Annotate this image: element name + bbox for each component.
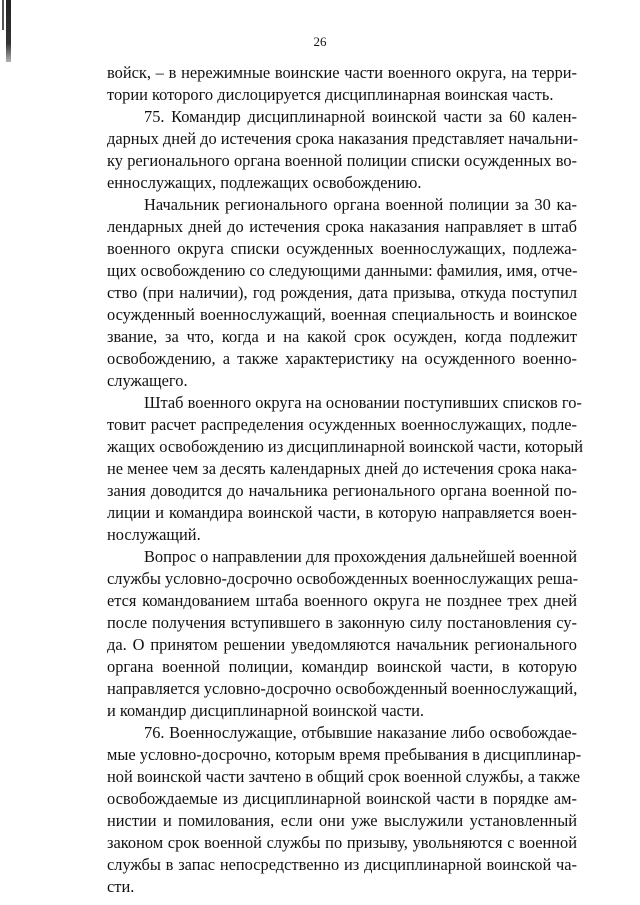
text-line: лендарных дней до истечения срока наказания направляет в штаб	[107, 217, 577, 236]
text-line: 75. Командир дисциплинарной воинской части за 60 кален-	[144, 107, 577, 126]
text-line: 76. Военнослужащие, отбывшие наказание либо освобождае-	[144, 723, 577, 742]
text-line: тории которого дислоцируется дисциплинарная воинская часть.	[107, 85, 554, 104]
text-line: Штаб военного округа на основании поступивших списков го-	[144, 393, 582, 412]
text-line: звание, за что, когда и на какой срок осужден, когда подлежит	[107, 327, 577, 346]
text-line: войск, – в нережимные воинские части военного округа, на терри-	[107, 63, 577, 82]
text-line: направляется условно-досрочно освобожденный военнослужащий,	[107, 679, 578, 698]
text-line: ется командованием штаба военного округа не позднее трех дней	[107, 591, 577, 610]
text-line: зания доводится до начальника регионального органа военной по-	[107, 481, 577, 500]
text-line: и командир дисциплинарной воинской части.	[107, 701, 424, 720]
text-line: ной воинской части зачтено в общий срок военной службы, а также	[107, 767, 581, 786]
text-line: ку регионального органа военной полиции списки осужденных во-	[107, 151, 577, 170]
paragraph-1	[107, 62, 577, 106]
text-line: военного округа списки осужденных военнослужащих, подлежа-	[107, 239, 577, 258]
text-line: освобождаемые из дисциплинарной воинской части в порядке ам-	[107, 789, 577, 808]
text-line: щих освобождению со следующими данными: фамилия, имя, отче-	[107, 261, 578, 280]
text-line: осужденный военнослужащий, военная специальность и воинское	[107, 305, 577, 324]
text-line: товит расчет распределения осужденных военнослужащих, подле-	[107, 415, 577, 434]
text-line: законом срок военной службы по призыву, увольняются с военной	[107, 833, 577, 852]
paragraph-76	[107, 722, 582, 898]
text-line: еннослужащих, подлежащих освобождению.	[107, 173, 422, 192]
text-line: жащих освобождению из дисциплинарной воинской части, который	[107, 437, 583, 456]
paragraph-4	[107, 392, 583, 546]
text-line: не менее чем за десять календарных дней до истечения срока нака-	[107, 459, 577, 478]
text-line: после получения вступившего в законную силу постановления су-	[107, 613, 577, 632]
scan-edge-mark-secondary	[2, 0, 4, 30]
paragraph-3	[107, 194, 577, 392]
text-line: службы в запас непосредственно из дисциплинарной воинской ча-	[107, 855, 577, 874]
text-line: мые условно-досрочно, которым время пребывания в дисциплинар-	[107, 745, 582, 764]
text-line: сти.	[107, 877, 135, 896]
text-line: органа военной полиции, командир воинской части, в которую	[107, 657, 577, 676]
text-line: ство (при наличии), год рождения, дата призыва, откуда поступил	[107, 283, 577, 302]
scan-edge-mark	[6, 0, 11, 62]
paragraph-5	[107, 546, 577, 722]
text-line: Вопрос о направлении для прохождения дальнейшей военной	[144, 547, 578, 566]
text-line: освобождению, а также характеристику на осужденного военно-	[107, 349, 577, 368]
text-line: Начальник регионального органа военной полиции за 30 ка-	[144, 195, 577, 214]
paragraph-75	[107, 106, 577, 194]
text-line: службы условно-досрочно освобожденных военнослужащих реша-	[107, 569, 579, 588]
page-number: 26	[313, 34, 327, 49]
text-line: нистии и помилования, если они уже выслужили установленный	[107, 811, 577, 830]
text-line: нослужащий.	[107, 525, 201, 544]
text-line: служащего.	[107, 371, 188, 390]
text-line: да. О принятом решении уведомляются начальник регионального	[107, 635, 577, 654]
body-text	[107, 62, 583, 898]
text-line: дарных дней до истечения срока наказания представляет начальни-	[107, 129, 579, 148]
text-line: лиции и командира воинской части, в которую направляется воен-	[107, 503, 577, 522]
